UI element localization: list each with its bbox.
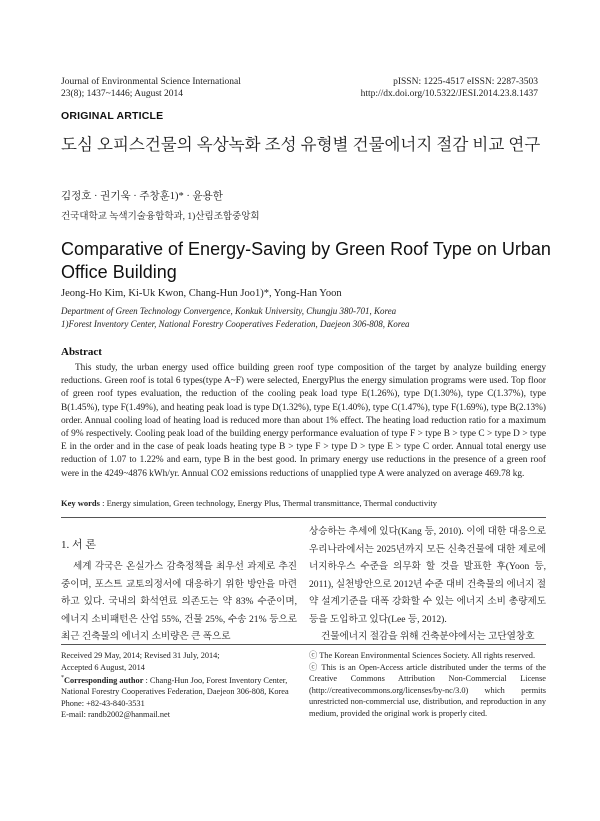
article-type: ORIGINAL ARTICLE xyxy=(61,110,164,122)
intro-column-right xyxy=(309,523,546,646)
intro-right-paragraph-1: 상승하는 추세에 있다(Kang 등, 2010). 이에 대한 대응으로 우리나라에서는 2025년까지 모든 신축건물에 대한 제로에너지하우스 수준을 의무화 할 것을 발표한 후(Yoon 등, 2011), 실천방안으로 2012년 수준 대비 건축물의 에너지 절약 설계기준을 대폭 강화할 수 있는 에너지 소비 총량제도 등을 도입하고 있다(Lee 등, 2012). xyxy=(309,526,546,625)
authors-english: Jeong-Ho Kim, Ki-Uk Kwon, Chang-Hun Joo1)*, Yong-Han Yoon xyxy=(61,288,342,299)
intro-column-left: 세계 각국은 온실가스 감축정책을 최우선 과제로 추진중이며, 포스트 교토의정서에 대응하기 위한 방안을 마련하고 있다. 국내의 화석연료 의존도는 약 83% 수준이며, 에너지 소비패턴은 산업 55%, 건물 25%, 수송 21% 등으로 최근 건축물의 에너지 소비량은 큰 폭으로 xyxy=(61,561,297,642)
corresponding-author: *Corresponding author : Chang-Hun Joo, Forest Inventory Center, National Forestry Cooperatives Federation, Daejeon 306-808, Korea xyxy=(61,675,289,697)
abstract-heading: Abstract xyxy=(61,346,102,358)
journal-doi[interactable]: http://dx.doi.org/10.5322/JESI.2014.23.8.1437 xyxy=(360,89,538,99)
email[interactable]: E-mail: randb2002@hanmail.net xyxy=(61,710,171,720)
journal-name: Journal of Environmental Science International xyxy=(61,77,241,87)
abstract-divider xyxy=(61,517,546,518)
journal-header-left xyxy=(61,76,241,100)
title-korean: 도심 오피스건물의 옥상녹화 조성 유형별 건물에너지 절감 비교 연구 xyxy=(61,135,541,154)
affiliation-korean: 건국대학교 녹색기술융합학과, 1)산림조합중앙회 xyxy=(61,212,260,222)
footnote-divider xyxy=(61,644,546,645)
received-dates: Received 29 May, 2014; Revised 31 July, 2014; xyxy=(61,651,220,660)
license-text: ⓒ This is an Open-Access article distributed under the terms of the Creative Commons Attribution Non-Commercial License (http://creativecommons.org/licenses/by-nc/3.0) which permits unrestricted non-commercial use, distribution, and reproduction in any medium, provided the original work is properly cited. xyxy=(309,662,546,718)
affiliation-english-1: Department of Green Technology Convergence, Konkuk University, Chungju 380-701, Korea xyxy=(61,306,397,316)
authors-korean: 김정호 · 권기욱 · 주창훈1)* · 윤용한 xyxy=(61,191,223,202)
intro-right-paragraph-2: 건물에너지 절감을 위해 건축분야에서는 고단열창호 xyxy=(321,631,535,642)
footnote-received xyxy=(61,650,296,721)
corresponding-details: : Chang-Hun Joo, Forest Inventory Center, National Forestry Cooperatives Federation, Daejeon 306-808, Korea xyxy=(61,675,289,697)
phone: Phone: +82-43-840-3531 xyxy=(61,698,145,708)
abstract-text: This study, the urban energy used office building green roof type composition of the target by analyze building energy reductions. Green roof is total 6 types(type A~F) were selected, EnergyPlus the energy simulation programs were used. Top floor of green roof types evaluation, the reduction of the cooling peak load type E(1.26%), type D(1.30%), type C(1.37%), type B(1.45%), type F(1.49%), and heating peak load is type D(1.32%), type E(1.40%), type C(1.47%), type F(1.69%), type B(2.13%) order. Annual cooling load of heating load is reduced more than about 1% effect. The heating load reduction ratio for a maximum of 9% respectively. Cooling peak load of the building energy performance evaluation of type F > type B > type C > type D > type E in the order and in the case of peak loads heating type B > type F > type D > type E > type C order. Annual total energy use reduction of 1.07 to 1.22% and earn, type B in the best good. In primary energy use reductions in the presence of a green roof were in the 4249~4876 kWh/yr. Annual CO2 emissions reductions of unapplied type A were analyzed on average 469.78 kg. xyxy=(61,363,546,479)
journal-volume: 23(8); 1437~1446; August 2014 xyxy=(61,89,184,99)
affiliation-english-2: 1)Forest Inventory Center, National Forestry Cooperatives Federation, Daejeon 306-808, Korea xyxy=(61,319,410,329)
keywords-label: Key words xyxy=(61,498,100,508)
copyright: ⓒ The Korean Environmental Sciences Society. All rights reserved. xyxy=(309,651,536,660)
section-title: 1. 서 론 xyxy=(61,539,97,551)
footnote-license xyxy=(309,650,546,719)
keywords-list: : Energy simulation, Green technology, Energy Plus, Thermal transmittance, Thermal conductivity xyxy=(99,498,438,508)
accepted-date: Accepted 6 August, 2014 xyxy=(61,662,145,672)
title-english: Comparative of Energy-Saving by Green Roof Type on Urban Office Building xyxy=(61,239,551,282)
journal-header-right xyxy=(361,76,538,100)
journal-issn: pISSN: 1225-4517 eISSN: 2287-3503 xyxy=(393,77,538,87)
keywords xyxy=(61,498,546,508)
corresponding-label: Corresponding author xyxy=(64,675,144,685)
